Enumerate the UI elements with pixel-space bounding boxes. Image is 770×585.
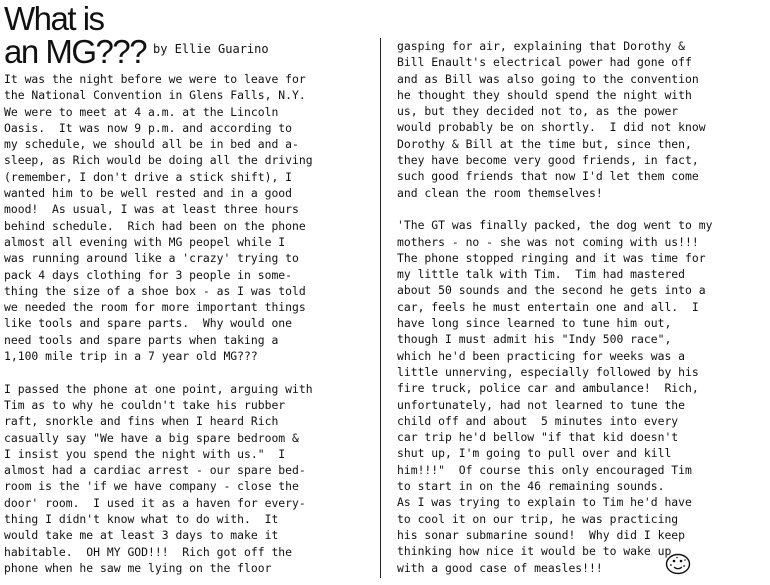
text-line: car trip he'd bellow "if that kid doesn't — [397, 430, 679, 445]
text-line: with a good case of measles!!! — [397, 560, 603, 575]
text-line: was running around like a 'crazy' trying to — [4, 251, 299, 266]
text-line: such good friends that now I'd let them come — [397, 169, 699, 184]
text-line: Oasis. It was now 9 p.m. and according to — [4, 120, 293, 135]
text-line: us, but they decided not to, as the power — [397, 104, 679, 119]
text-line: habitable. OH MY GOD!!! Rich got off the — [4, 544, 293, 559]
text-line: sleep, as Rich would be doing all the driving — [4, 153, 313, 168]
text-line: my schedule, we should all be in bed and a- — [4, 137, 299, 152]
text-line: fire truck, police car and ambulance! Rich, — [397, 381, 699, 396]
title-line-2: an MG??? — [4, 33, 147, 70]
article-title — [4, 2, 146, 68]
text-line: phone when he saw me lying on the floor — [4, 560, 272, 575]
text-line: would take me at least 3 days to make it — [4, 528, 279, 543]
text-line: mood! As usual, I was at least three hours — [4, 202, 299, 217]
text-line: room is the 'if we have company - close the — [4, 479, 299, 494]
column-divider — [380, 38, 381, 578]
text-line: Tim as to why he couldn't take his rubber — [4, 397, 286, 412]
text-line: and as Bill was also going to the convention — [397, 71, 699, 86]
text-line: I insist you spend the night with us." I — [4, 446, 286, 461]
text-line: pack 4 days clothing for 3 people in some- — [4, 267, 293, 282]
text-line: though I must admit his "Indy 500 race", — [397, 332, 672, 347]
text-line: thinking how nice it would be to wake up — [397, 544, 672, 559]
text-line: to start in on the 46 remaining sounds. — [397, 479, 665, 494]
right-column — [397, 38, 712, 576]
left-column — [4, 71, 313, 576]
text-line: need tools and spare parts when taking a — [4, 332, 279, 347]
text-line: (remember, I don't drive a stick shift), I — [4, 169, 293, 184]
text-line: car, feels he must entertain one and all. I — [397, 299, 699, 314]
text-line: would probably be on shortly. I did not know — [397, 120, 706, 135]
text-line: The phone stopped ringing and it was time for — [397, 250, 706, 265]
text-line: child off and about 5 minutes into every — [397, 413, 679, 428]
paragraph-gap — [4, 364, 313, 380]
text-line: him!!!" Of course this only encouraged Tim — [397, 462, 692, 477]
text-line: raft, snorkle and fins when I heard Rich — [4, 414, 279, 429]
text-line: my little talk with Tim. Tim had mastered — [397, 267, 686, 282]
text-line: As I was trying to explain to Tim he'd have — [397, 495, 692, 510]
text-line: Dorothy & Bill at the time but, since then, — [397, 136, 692, 151]
text-line: and clean the room themselves! — [397, 185, 603, 200]
text-line: they have become very good friends, in fact, — [397, 153, 699, 168]
left-paragraph-2 — [4, 381, 313, 577]
text-line: little unnerving, especially followed by his — [397, 364, 699, 379]
measles-face-icon — [665, 553, 691, 575]
text-line: shut up, I'm going to pull over and kill — [397, 446, 672, 461]
text-line: his sonar submarine sound! Why did I keep — [397, 527, 686, 542]
text-line: 'The GT was finally packed, the dog went to my — [397, 218, 713, 233]
text-line: thing the size of a shoe box - as I was told — [4, 283, 306, 298]
text-line: 1,100 mile trip in a 7 year old MG??? — [4, 349, 258, 364]
text-line: wanted him to be well rested and in a good — [4, 186, 293, 201]
text-line: Bill Enault's electrical power had gone off — [397, 55, 692, 70]
text-line: thing I didn't know what to do with. It — [4, 512, 279, 527]
byline: by Ellie Guarino — [153, 42, 269, 56]
text-line: about 50 sounds and the second he gets into a — [397, 283, 706, 298]
title-line-1: What is — [4, 0, 104, 37]
text-line: It was the night before we were to leave for — [4, 72, 306, 86]
left-paragraph-1 — [4, 71, 313, 364]
text-line: unfortunately, had not learned to tune the — [397, 397, 686, 412]
paragraph-gap — [397, 201, 712, 217]
text-line: behind schedule. Rich had been on the phone — [4, 218, 306, 233]
text-line: casually say "We have a big spare bedroom & — [4, 430, 299, 445]
text-line: We were to meet at 4 a.m. at the Lincoln — [4, 104, 279, 119]
text-line: almost all evening with MG peopel while I — [4, 234, 286, 249]
text-line: which he'd been practicing for weeks was a — [397, 348, 686, 363]
right-paragraph-2 — [397, 217, 712, 576]
text-line: we needed the room for more important things — [4, 300, 306, 315]
text-line: mothers - no - she was not coming with us!!! — [397, 234, 699, 249]
text-line: gasping for air, explaining that Dorothy & — [397, 39, 686, 53]
text-line: to cool it on our trip, he was practicing — [397, 511, 679, 526]
text-line: door' room. I used it as a haven for every- — [4, 495, 306, 510]
text-line: the National Convention in Glens Falls, N.Y. — [4, 88, 306, 103]
right-paragraph-1 — [397, 38, 712, 201]
text-line: almost had a cardiac arrest - our spare bed- — [4, 463, 306, 478]
text-line: he thought they should spend the night with — [397, 87, 692, 102]
text-line: have long since learned to tune him out, — [397, 316, 672, 331]
text-line: like tools and spare parts. Why would one — [4, 316, 293, 331]
text-line: I passed the phone at one point, arguing with — [4, 381, 313, 396]
